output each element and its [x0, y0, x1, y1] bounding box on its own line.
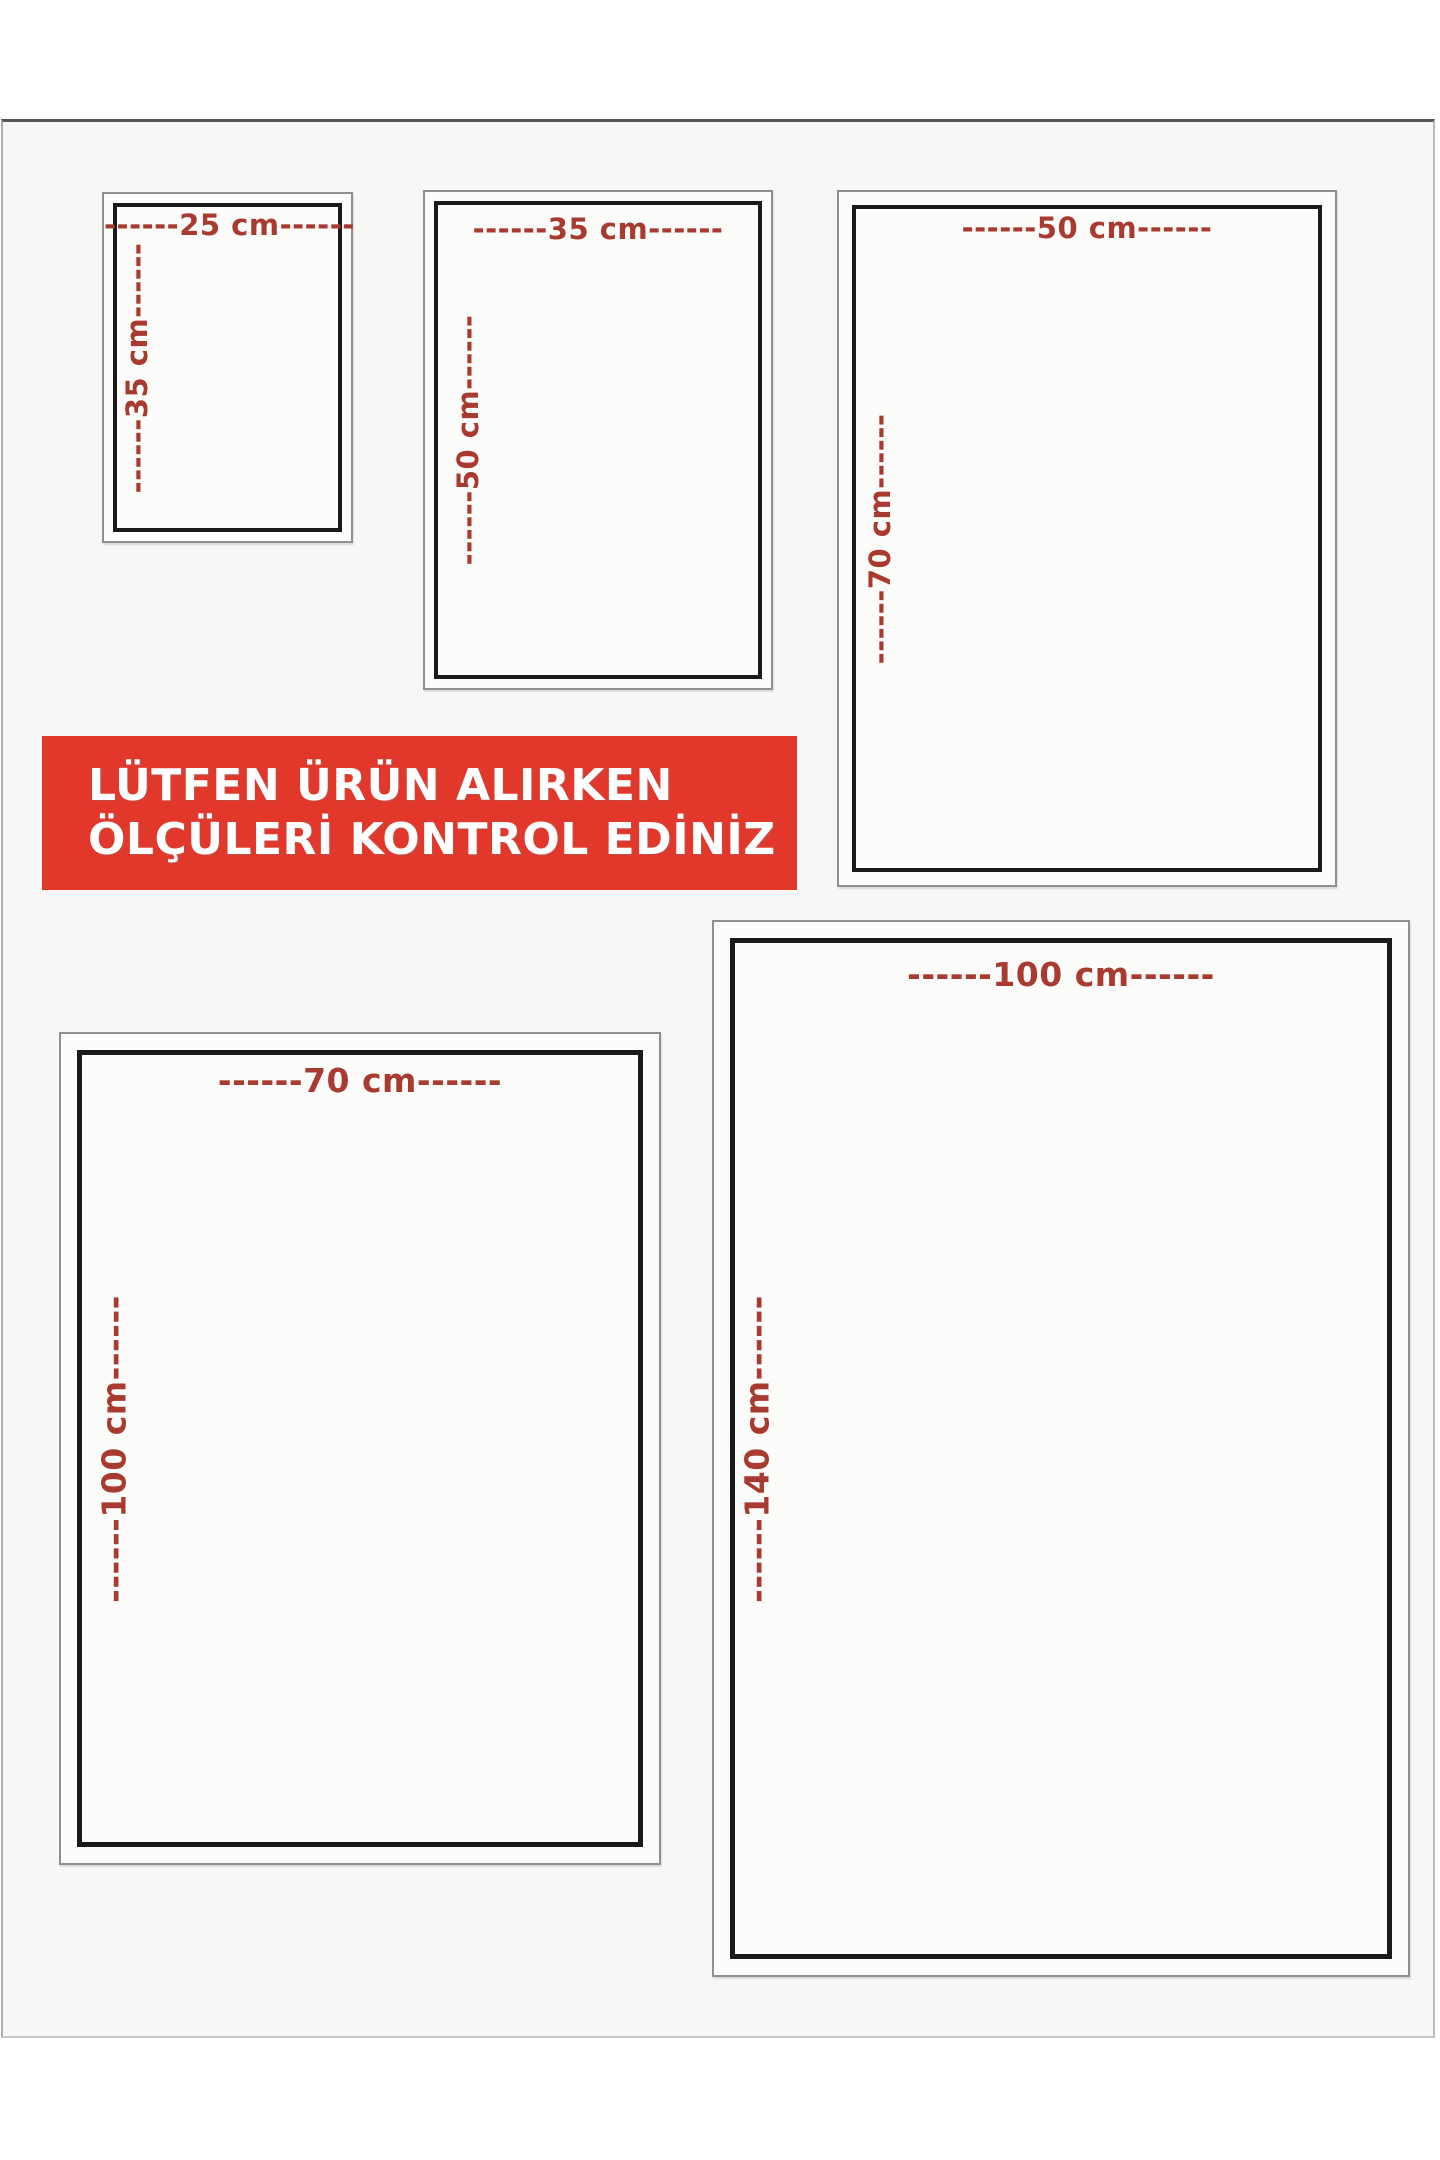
height-label-140cm: ------140 cm------ — [737, 1294, 777, 1603]
height-label-100cm: ------100 cm------ — [94, 1294, 134, 1603]
warning-banner-line-2: ÖLÇÜLERİ KONTROL EDİNİZ — [88, 814, 776, 865]
size-frame-25x35 — [102, 192, 353, 543]
width-label-50cm: ------50 cm------ — [961, 211, 1213, 245]
size-frame-100x140 — [712, 920, 1410, 1977]
size-frame-35x50 — [423, 190, 773, 690]
size-frame-70x100 — [59, 1032, 661, 1865]
size-frame-50x70 — [837, 190, 1337, 887]
width-label-70cm: ------70 cm------ — [217, 1061, 503, 1100]
warning-banner-line-1: LÜTFEN ÜRÜN ALIRKEN — [88, 759, 673, 811]
width-label-35cm: ------35 cm------ — [472, 212, 724, 246]
warning-banner — [42, 736, 797, 890]
height-label-50cm: ------50 cm------ — [451, 314, 485, 566]
size-frame-50x70-inner-border — [852, 205, 1322, 872]
height-label-70cm: ------70 cm------ — [863, 413, 897, 664]
width-label-25cm: ------25 cm------ — [104, 208, 355, 242]
height-label-35cm: ------35 cm------ — [120, 242, 154, 493]
width-label-100cm: ------100 cm------ — [907, 955, 1215, 994]
size-frame-70x100-inner-border — [77, 1050, 643, 1847]
size-frame-100x140-inner-border — [730, 938, 1392, 1959]
